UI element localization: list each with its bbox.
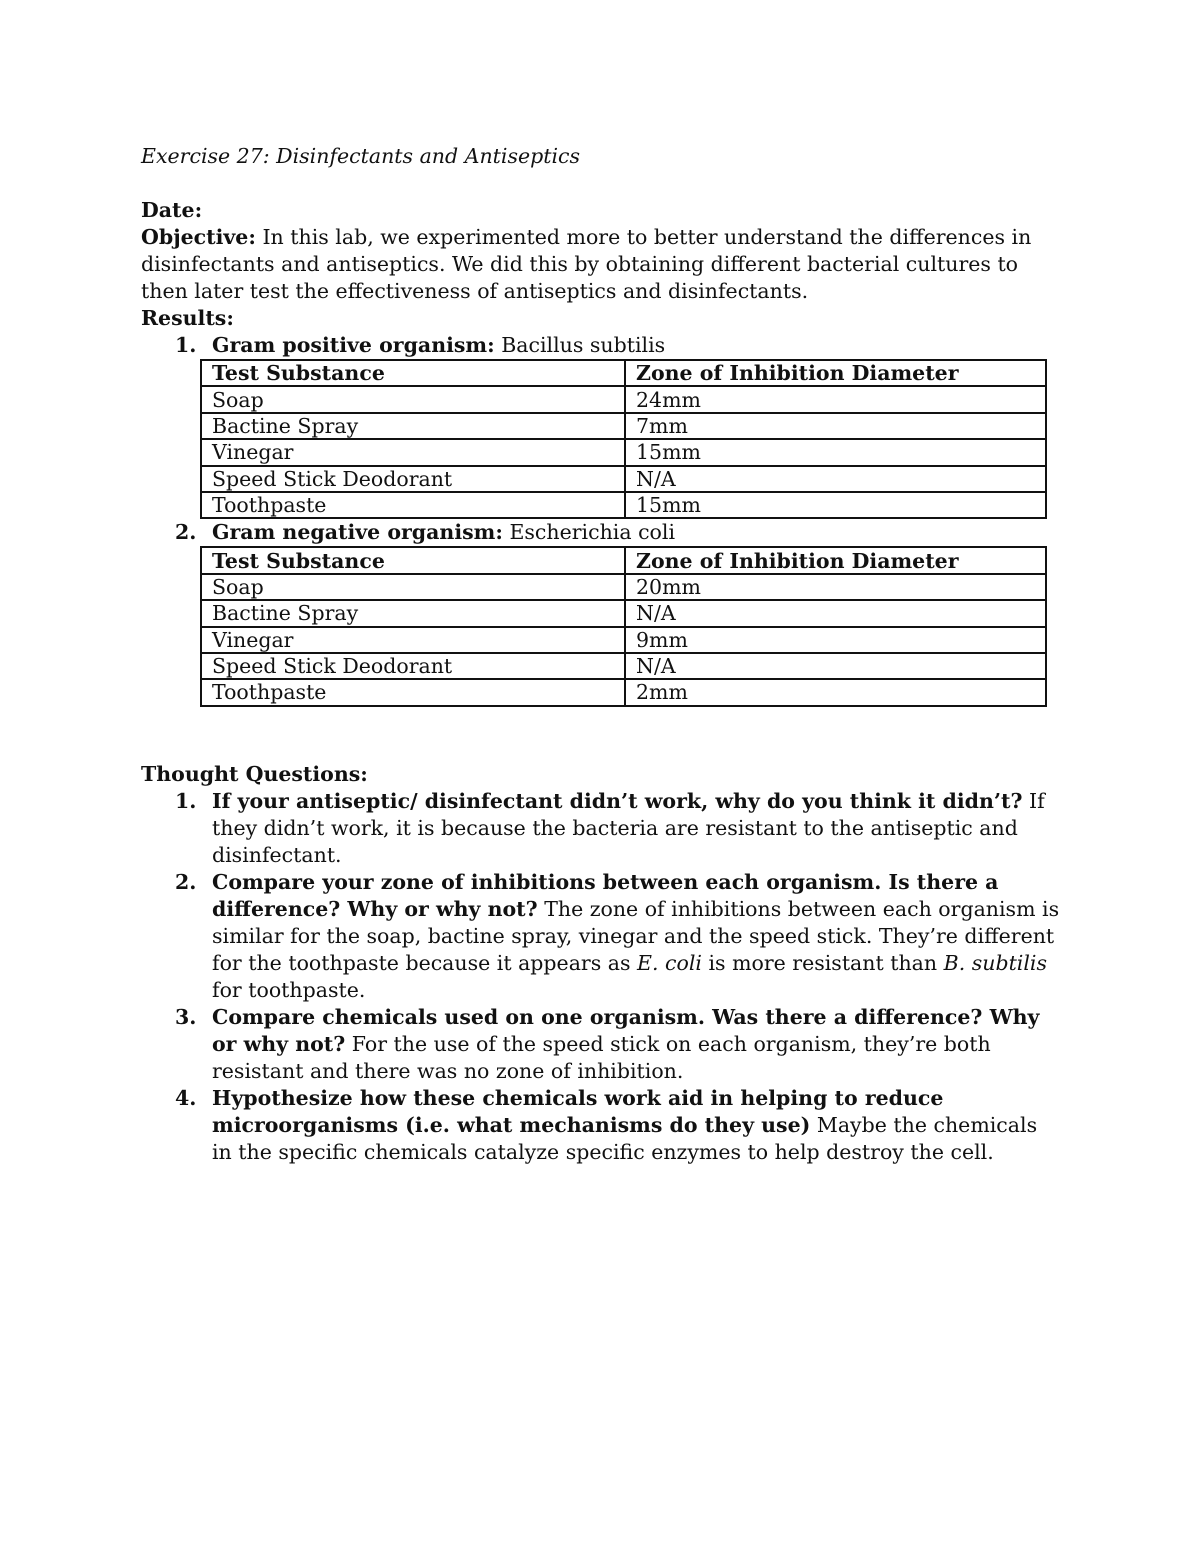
list-number: 3. [175, 1004, 197, 1029]
table-row [201, 492, 1046, 518]
substance-cell: Toothpaste [201, 679, 625, 705]
organism-name: Escherichia coli [502, 520, 676, 545]
table-row [201, 679, 1046, 705]
table-row [201, 413, 1046, 439]
list-number: 4. [175, 1085, 197, 1110]
answer-text: If they didn’t work, it is because the bacteria are resistant to the antiseptic and disinfectant. [212, 788, 1045, 867]
answer-text: for toothpaste. [212, 977, 366, 1002]
question-item [141, 788, 1061, 869]
column-header-zone-diameter: Zone of Inhibition Diameter [625, 547, 1046, 573]
gram-positive-table [200, 359, 1047, 519]
zone-cell: 24mm [625, 386, 1046, 412]
table-row [201, 439, 1046, 465]
answer-text: is more resistant than [701, 950, 944, 975]
thought-questions-list [141, 788, 1061, 1166]
results-list [141, 332, 1061, 359]
answer-text: Maybe the chemicals in the specific chemicals catalyze specific enzymes to help destroy the cell. [212, 1112, 1038, 1164]
list-number: 2. [175, 869, 197, 894]
substance-cell: Vinegar [201, 439, 625, 465]
table-row [201, 466, 1046, 492]
substance-cell: Vinegar [201, 627, 625, 653]
question-text: Compare chemicals used on one organism. Was there a difference? Why or why not? [212, 1004, 1040, 1056]
zone-cell: N/A [625, 600, 1046, 626]
question-text: Hypothesize how these chemicals work aid in helping to reduce microorganisms (i.e. what mechanisms do they use) [212, 1085, 944, 1137]
substance-cell: Soap [201, 386, 625, 412]
organism-label: Gram positive organism: [212, 333, 495, 357]
table-row [201, 386, 1046, 412]
date-line [141, 197, 1061, 224]
results-item-gram-negative [141, 519, 1061, 546]
substance-cell: Bactine Spray [201, 600, 625, 626]
date-label: Date: [141, 198, 203, 222]
species-name-italic: B. subtilis [943, 950, 1047, 975]
zone-cell: 15mm [625, 439, 1046, 465]
substance-cell: Bactine Spray [201, 413, 625, 439]
question-item [141, 1085, 1061, 1166]
zone-cell: N/A [625, 653, 1046, 679]
question-item [141, 869, 1061, 1004]
list-number: 1. [175, 788, 197, 813]
document-title: Exercise 27: Disinfectants and Antiseptics [141, 144, 581, 168]
thought-questions-heading: Thought Questions: [141, 761, 368, 786]
zone-cell: 20mm [625, 574, 1046, 600]
substance-cell: Toothpaste [201, 492, 625, 518]
question-text: Compare your zone of inhibitions between each organism. Is there a difference? Why or why not? [212, 869, 999, 921]
zone-cell: 7mm [625, 413, 1046, 439]
answer-text: The zone of inhibitions between each organism is similar for the soap, bactine spray, vinegar and the speed stick. They’re different for the toothpaste because it appears as [212, 896, 1060, 975]
zone-cell: N/A [625, 466, 1046, 492]
table-header-row [201, 547, 1046, 573]
objective-text: In this lab, we experimented more to better understand the differences in disinfectants and antiseptics. We did this by obtaining different bacterial cultures to then later test the effectiveness of antiseptics and disinfectants. [141, 225, 1032, 303]
zone-cell: 9mm [625, 627, 1046, 653]
question-text: If your antiseptic/ disinfectant didn’t work, why do you think it didn’t? [212, 788, 1023, 813]
column-header-test-substance: Test Substance [201, 547, 625, 573]
section-spacer [141, 707, 1061, 761]
document-page [141, 143, 1061, 1166]
results-item-gram-positive [141, 332, 1061, 359]
organism-label: Gram negative organism: [212, 520, 503, 545]
objective-label: Objective: [141, 225, 256, 249]
substance-cell: Speed Stick Deodorant [201, 653, 625, 679]
answer-text: For the use of the speed stick on each organism, they’re both resistant and there was no zone of inhibition. [212, 1031, 991, 1083]
zone-cell: 15mm [625, 492, 1046, 518]
zone-cell: 2mm [625, 679, 1046, 705]
question-item [141, 1004, 1061, 1085]
substance-cell: Speed Stick Deodorant [201, 466, 625, 492]
substance-cell: Soap [201, 574, 625, 600]
table-row [201, 653, 1046, 679]
list-number: 1. [175, 333, 197, 357]
table-row [201, 627, 1046, 653]
results-heading: Results: [141, 306, 234, 330]
gram-negative-table [200, 546, 1047, 706]
organism-name: Bacillus subtilis [494, 333, 666, 357]
table-row [201, 574, 1046, 600]
table-row [201, 600, 1046, 626]
results-list [141, 519, 1061, 546]
list-number: 2. [175, 520, 197, 545]
column-header-test-substance: Test Substance [201, 360, 625, 386]
column-header-zone-diameter: Zone of Inhibition Diameter [625, 360, 1046, 386]
objective-paragraph [141, 224, 1061, 305]
table-header-row [201, 360, 1046, 386]
species-name-italic: E. coli [637, 950, 702, 975]
